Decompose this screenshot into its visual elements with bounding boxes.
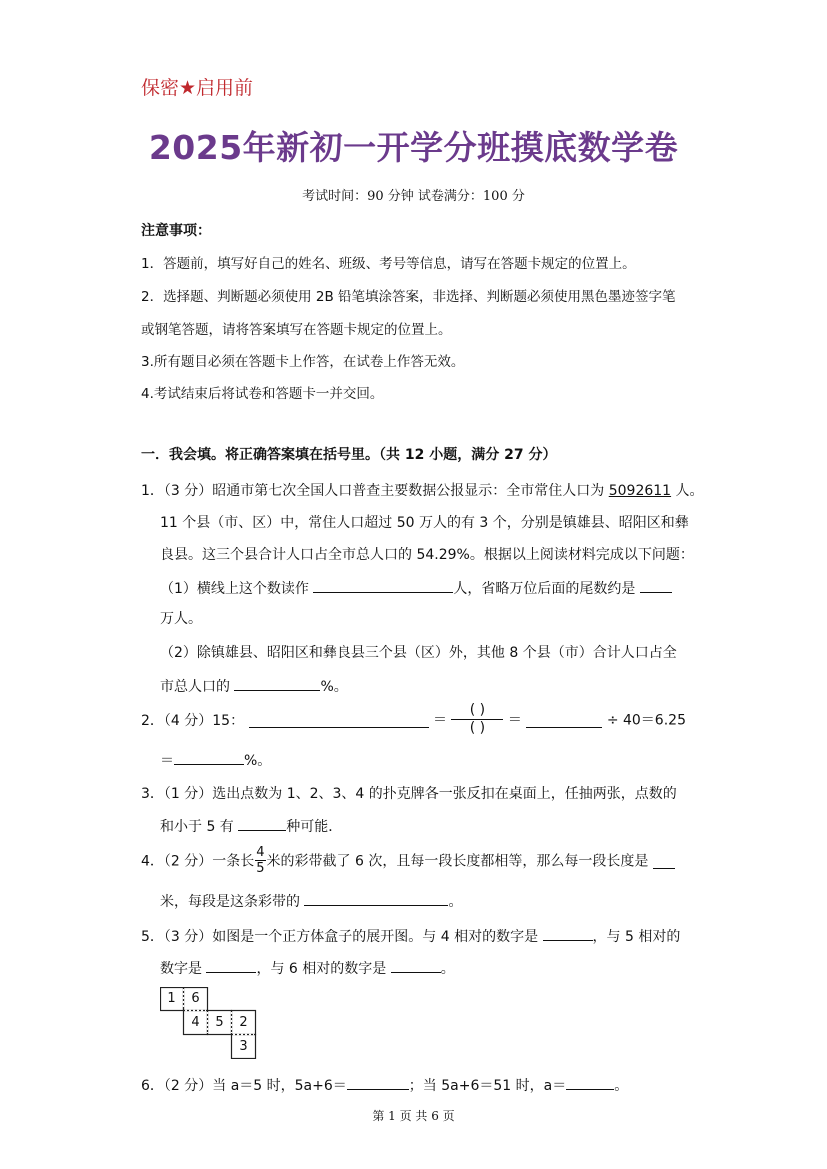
question-1-sub-2-line-2: 市总人口的 %。 — [160, 675, 348, 696]
question-3-line-2: 和小于 5 有 种可能． — [160, 815, 342, 836]
answer-blank[interactable] — [238, 815, 286, 831]
page-title: 2025年新初一开学分班摸底数学卷 — [148, 128, 679, 167]
question-4-line-1: 4．（2 分）一条长 $\frac{4}{5}$ 米的彩带截了 6 次，且每一段长度都相等，那么每一段长度是 — [141, 845, 675, 876]
answer-blank[interactable] — [526, 712, 602, 728]
question-1-line-1: 1．（3 分）昭通市第七次全国人口普查主要数据公报显示：全市常住人口为 5092611 人。 — [141, 483, 704, 499]
question-1-line-2: 11 个县（市、区）中，常住人口超过 50 万人的有 3 个，分别是镇雄县、昭阳区和彝 — [160, 515, 689, 531]
question-6: 6．（2 分）当 a＝5 时，5a+6＝ ；当 5a+6＝51 时，a＝ 。 — [141, 1074, 628, 1095]
question-2-line-1: 2．（4 分）15： ＝ $\frac{( )}{( )}$ ＝ ÷ 40＝6.25 — [141, 702, 686, 736]
question-1-sub-1-end: 万人。 — [160, 611, 202, 627]
answer-blank[interactable] — [543, 925, 593, 941]
answer-blank[interactable] — [174, 749, 244, 765]
page-footer: 第 1 页 共 6 页 — [372, 1109, 455, 1123]
answer-blank[interactable] — [347, 1074, 409, 1090]
notice-line: 4.考试结束后将试卷和答题卡一并交回。 — [141, 386, 384, 402]
population-number: 5092611 — [608, 483, 672, 499]
confidential-label: 保密★启用前 — [141, 77, 254, 99]
answer-blank[interactable] — [206, 957, 256, 973]
notice-line: 3.所有题目必须在答题卡上作答，在试卷上作答无效。 — [141, 354, 465, 370]
answer-blank[interactable] — [313, 577, 453, 593]
fraction-blank[interactable]: $\frac{( )}{( )}$ — [451, 702, 503, 737]
answer-blank[interactable] — [640, 577, 672, 593]
answer-blank[interactable] — [653, 853, 675, 869]
question-5-line-2: 数字是 ，与 6 相对的数字是 。 — [160, 957, 455, 978]
answer-blank[interactable] — [391, 957, 441, 973]
answer-blank[interactable] — [249, 712, 429, 728]
answer-blank[interactable] — [304, 890, 448, 906]
exam-info: 考试时间：90 分钟 试卷满分：100 分 — [302, 189, 525, 204]
section-heading: 一．我会填。将正确答案填在括号里。（共 12 小题，满分 27 分） — [141, 447, 557, 463]
question-5-line-1: 5．（3 分）如图是一个正方体盒子的展开图。与 4 相对的数字是 ，与 5 相对的 — [141, 925, 680, 946]
notice-heading: 注意事项： — [141, 223, 211, 239]
question-1-line-3: 良县。这三个县合计人口占全市总人口的 54.29%。根据以上阅读材料完成以下问题： — [160, 547, 694, 563]
question-3-line-1: 3．（1 分）选出点数为 1、2、3、4 的扑克牌各一张反扣在桌面上，任抽两张，点数的 — [141, 786, 677, 802]
cube-net-figure — [160, 987, 260, 1059]
net-cell: 1 — [167, 991, 176, 1006]
net-cell: 3 — [239, 1039, 248, 1054]
question-2-line-2: ＝ %。 — [160, 749, 271, 770]
question-1-sub-1: （1）横线上这个数读作 人，省略万位后面的尾数约是 — [160, 577, 672, 598]
notice-line: 2．选择题、判断题必须使用 2B 铅笔填涂答案，非选择、判断题必须使用黑色墨迹签字笔 — [141, 289, 676, 305]
question-4-line-2: 米，每段是这条彩带的 。 — [160, 890, 462, 911]
answer-blank[interactable] — [566, 1074, 614, 1090]
fraction: $\frac{4}{5}$ — [256, 845, 265, 876]
answer-blank[interactable] — [234, 675, 320, 691]
notice-line: 或钢笔答题，请将答案填写在答题卡规定的位置上。 — [141, 322, 452, 338]
net-cell: 2 — [239, 1015, 248, 1030]
question-1-sub-2: （2）除镇雄县、昭阳区和彝良县三个县（区）外，其他 8 个县（市）合计人口占全 — [160, 645, 677, 661]
notice-line: 1．答题前，填写好自己的姓名、班级、考号等信息，请写在答题卡规定的位置上。 — [141, 256, 636, 272]
net-cell: 4 — [191, 1015, 200, 1030]
net-cell: 6 — [191, 991, 200, 1006]
net-cell: 5 — [215, 1015, 224, 1030]
